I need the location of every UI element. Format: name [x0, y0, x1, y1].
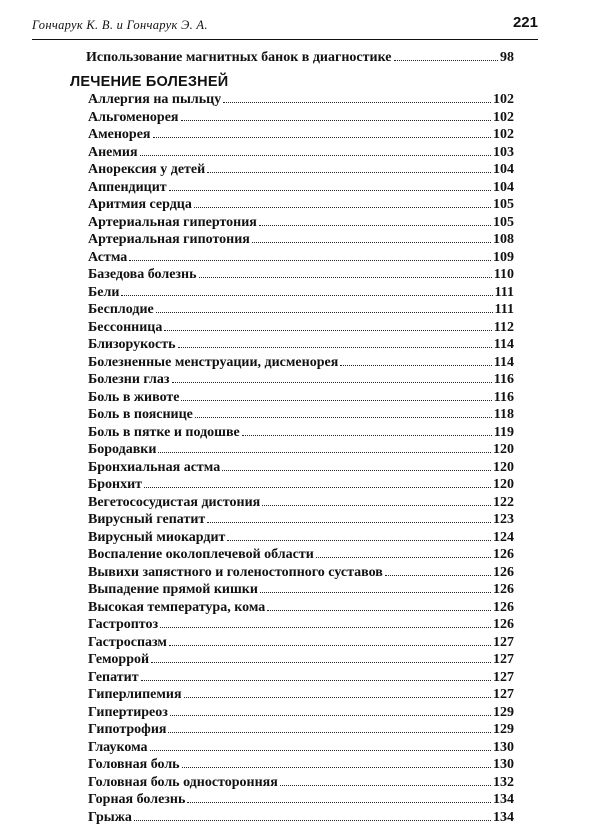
toc-entry [88, 285, 514, 303]
toc-entry-page: 130 [491, 757, 514, 773]
toc-entry [88, 442, 514, 460]
toc-entry-label: Боль в животе [88, 390, 181, 406]
toc-entry-page: 109 [491, 250, 514, 266]
toc-entry-page: 120 [491, 477, 514, 493]
toc-entry [88, 565, 514, 583]
toc-entry-intro [86, 50, 514, 72]
toc-entry-page: 102 [491, 110, 514, 126]
toc-dot-leader [227, 540, 491, 541]
toc-dot-leader [340, 365, 491, 366]
toc-dot-leader [151, 662, 491, 663]
toc-entry-page: 134 [491, 792, 514, 808]
toc-entry-list [88, 92, 514, 827]
toc-entry-page: 127 [491, 652, 514, 668]
toc-entry-label: Близорукость [88, 337, 178, 353]
toc-entry [88, 127, 514, 145]
section-heading: ЛЕЧЕНИЕ БОЛЕЗНЕЙ [70, 72, 514, 92]
toc-dot-leader [160, 627, 491, 628]
toc-entry-page: 122 [491, 495, 514, 511]
toc-entry-label: Боль в пятке и подошве [88, 425, 242, 441]
toc-entry-label: Аритмия сердца [88, 197, 194, 213]
toc-entry-page: 116 [492, 390, 514, 406]
toc-dot-leader [164, 330, 491, 331]
toc-entry-page: 105 [491, 197, 514, 213]
toc-entry [88, 495, 514, 513]
toc-entry-label: Геморрой [88, 652, 151, 668]
toc-entry-label: Альгоменорея [88, 110, 181, 126]
toc-entry-page: 126 [491, 565, 514, 581]
toc-entry [88, 355, 514, 373]
header-page-number: 221 [513, 14, 538, 31]
toc-dot-leader [187, 802, 491, 803]
toc-dot-leader [181, 400, 491, 401]
toc-entry-page: 111 [493, 302, 514, 318]
toc-entry-label: Бронхиальная астма [88, 460, 222, 476]
toc-entry-page: 134 [491, 810, 514, 826]
toc-entry [88, 705, 514, 723]
toc-dot-leader [184, 697, 491, 698]
toc-dot-leader [129, 260, 491, 261]
toc-entry [88, 197, 514, 215]
toc-dot-leader [158, 452, 491, 453]
toc-entry [88, 407, 514, 425]
toc-entry [88, 687, 514, 705]
toc-dot-leader [316, 557, 491, 558]
toc-entry [88, 582, 514, 600]
toc-entry [88, 740, 514, 758]
toc-entry [88, 652, 514, 670]
toc-dot-leader [169, 190, 491, 191]
toc-entry-label: Глаукома [88, 740, 150, 756]
toc-entry-label: Гипертиреоз [88, 705, 170, 721]
toc-entry-page: 132 [491, 775, 514, 791]
toc-dot-leader [394, 60, 498, 61]
toc-entry-page: 110 [492, 267, 514, 283]
toc-entry [88, 425, 514, 443]
toc-entry [88, 757, 514, 775]
toc-entry-label: Бородавки [88, 442, 158, 458]
toc-dot-leader [195, 417, 492, 418]
toc-entry-page: 114 [492, 355, 514, 371]
toc-entry-page: 111 [493, 285, 514, 301]
toc-dot-leader [156, 312, 493, 313]
toc-entry-page: 98 [498, 50, 514, 66]
toc-entry-label: Гепатит [88, 670, 141, 686]
toc-dot-leader [262, 505, 491, 506]
toc-dot-leader [199, 277, 492, 278]
toc-entry [88, 372, 514, 390]
toc-dot-leader [140, 155, 491, 156]
toc-entry-label: Бессонница [88, 320, 164, 336]
toc-entry [88, 635, 514, 653]
toc-entry-label: Горная болезнь [88, 792, 187, 808]
toc-entry-label: Базедова болезнь [88, 267, 199, 283]
toc-dot-leader [168, 732, 491, 733]
toc-entry-page: 126 [491, 547, 514, 563]
toc-entry-page: 130 [491, 740, 514, 756]
toc-dot-leader [169, 645, 491, 646]
toc-dot-leader [178, 347, 492, 348]
toc-entry-page: 123 [491, 512, 514, 528]
toc-entry [88, 232, 514, 250]
toc-dot-leader [170, 715, 491, 716]
toc-entry-page: 124 [491, 530, 514, 546]
toc-entry-page: 105 [491, 215, 514, 231]
toc-entry-page: 129 [491, 722, 514, 738]
toc-entry-label: Грыжа [88, 810, 134, 826]
toc-entry-label: Бели [88, 285, 121, 301]
toc-entry-label: Вирусный гепатит [88, 512, 207, 528]
toc-entry [88, 180, 514, 198]
toc-dot-leader [181, 120, 491, 121]
toc-entry-label: Болезненные менструации, дисменорея [88, 355, 340, 371]
toc-entry [88, 810, 514, 827]
toc-entry-page: 108 [491, 232, 514, 248]
toc-dot-leader [134, 820, 491, 821]
toc-entry-label: Головная боль односторонняя [88, 775, 280, 791]
toc-entry [88, 670, 514, 688]
toc-entry [88, 530, 514, 548]
toc-entry-label: Аменорея [88, 127, 153, 143]
toc-entry [88, 215, 514, 233]
toc-entry-label: Выпадение прямой кишки [88, 582, 260, 598]
toc-dot-leader [242, 435, 492, 436]
toc-entry [88, 600, 514, 618]
toc-entry-label: Гиперлипемия [88, 687, 184, 703]
toc-dot-leader [259, 225, 491, 226]
toc-entry-label: Аппендицит [88, 180, 169, 196]
toc-entry [88, 460, 514, 478]
toc-entry-page: 118 [492, 407, 514, 423]
toc-entry-label: Болезни глаз [88, 372, 172, 388]
toc-entry [88, 320, 514, 338]
running-header [32, 17, 538, 40]
toc-dot-leader [182, 767, 491, 768]
toc-dot-leader [121, 295, 492, 296]
toc-entry-label: Вегетососудистая дистония [88, 495, 262, 511]
toc-dot-leader [280, 785, 491, 786]
toc-entry-page: 104 [491, 180, 514, 196]
toc-dot-leader [172, 382, 492, 383]
toc-dot-leader [222, 470, 491, 471]
toc-entry-label: Артериальная гипотония [88, 232, 252, 248]
toc-entry-page: 103 [491, 145, 514, 161]
toc-entry [88, 512, 514, 530]
toc-dot-leader [252, 242, 491, 243]
toc-entry-page: 102 [491, 127, 514, 143]
toc-dot-leader [223, 102, 491, 103]
toc-entry-label: Анорексия у детей [88, 162, 207, 178]
toc-entry-label: Воспаление околоплечевой области [88, 547, 316, 563]
toc-dot-leader [144, 487, 491, 488]
toc-entry-page: 120 [491, 460, 514, 476]
toc-entry-label: Бесплодие [88, 302, 156, 318]
toc-dot-leader [207, 172, 491, 173]
toc-entry-label: Гипотрофия [88, 722, 168, 738]
toc-entry-label: Астма [88, 250, 129, 266]
toc-entry-label: Аллергия на пыльцу [88, 92, 223, 108]
toc-entry-page: 126 [491, 600, 514, 616]
toc-entry [88, 110, 514, 128]
toc-entry-page: 127 [491, 635, 514, 651]
toc-dot-leader [153, 137, 491, 138]
toc-entry-label: Гастроптоз [88, 617, 160, 633]
toc-entry [88, 722, 514, 740]
toc-entry-label: Анемия [88, 145, 140, 161]
toc-entry-page: 116 [492, 372, 514, 388]
toc-entry-label: Гастроспазм [88, 635, 169, 651]
toc-entry-label: Вирусный миокардит [88, 530, 227, 546]
toc-entry-page: 126 [491, 582, 514, 598]
toc-entry-label: Боль в пояснице [88, 407, 195, 423]
toc-entry [88, 337, 514, 355]
toc-dot-leader [385, 575, 491, 576]
toc-entry-label: Артериальная гипертония [88, 215, 259, 231]
toc-entry-page: 129 [491, 705, 514, 721]
toc-entry-page: 112 [492, 320, 514, 336]
toc-dot-leader [207, 522, 491, 523]
toc-entry [88, 775, 514, 793]
toc-entry [88, 92, 514, 110]
toc-entry [88, 792, 514, 810]
toc-entry-page: 120 [491, 442, 514, 458]
toc-entry-label: Бронхит [88, 477, 144, 493]
toc-entry-page: 119 [492, 425, 514, 441]
toc-entry-page: 127 [491, 687, 514, 703]
toc-dot-leader [260, 592, 491, 593]
toc-entry [88, 477, 514, 495]
toc-entry-label: Вывихи запястного и голеностопного суставов [88, 565, 385, 581]
toc-entry [88, 302, 514, 320]
toc-entry [88, 547, 514, 565]
toc-entry-page: 126 [491, 617, 514, 633]
toc-entry-label: Головная боль [88, 757, 182, 773]
toc-entry-page: 114 [492, 337, 514, 353]
toc-dot-leader [267, 610, 491, 611]
toc-dot-leader [194, 207, 491, 208]
toc-entry [88, 145, 514, 163]
header-authors: Гончарук К. В. и Гончарук Э. А. [32, 18, 208, 33]
toc-entry-label: Использование магнитных банок в диагностике [86, 50, 394, 66]
toc-entry-page: 127 [491, 670, 514, 686]
toc-entry-label: Высокая температура, кома [88, 600, 267, 616]
toc-entry-page: 104 [491, 162, 514, 178]
toc-entry [88, 267, 514, 285]
toc-entry [88, 162, 514, 180]
toc-dot-leader [141, 680, 491, 681]
toc-entry-page: 102 [491, 92, 514, 108]
toc-entry [88, 617, 514, 635]
toc-entry [88, 390, 514, 408]
toc-entry [88, 250, 514, 268]
table-of-contents [88, 50, 514, 827]
